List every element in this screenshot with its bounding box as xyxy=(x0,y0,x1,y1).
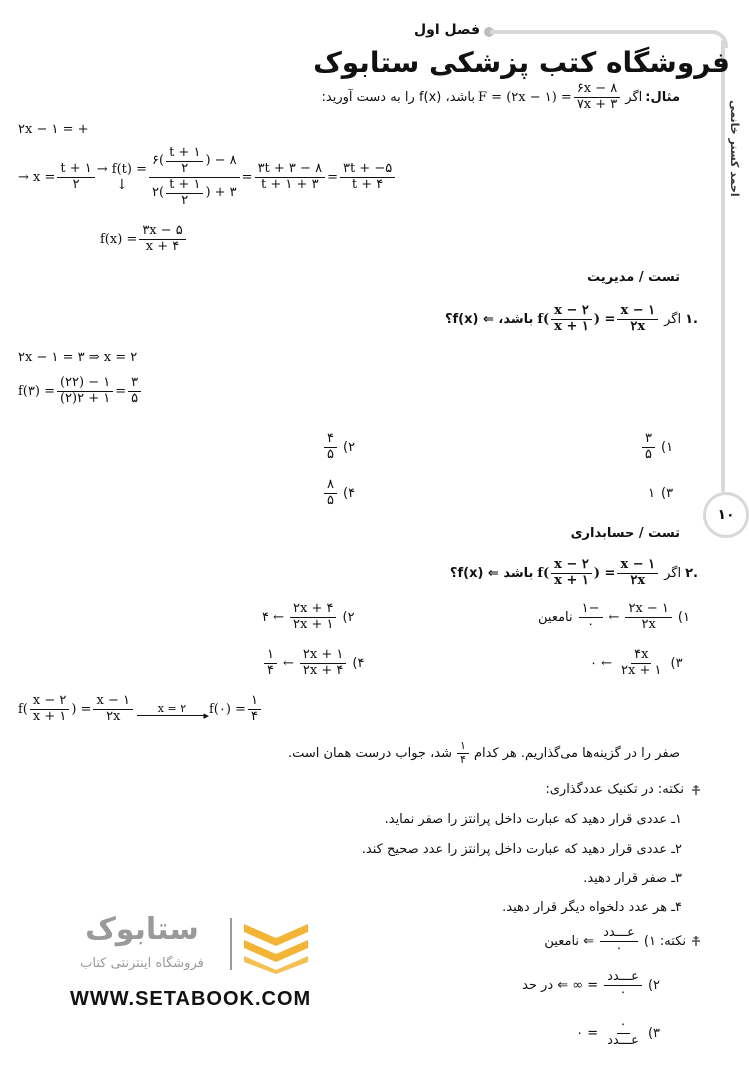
q2-opt3-arrow: ← ۰ xyxy=(590,655,613,671)
s2-down-arrow: ↓ xyxy=(116,176,128,193)
q2-opt2-n: ۲x + ۴ xyxy=(290,602,336,618)
q2-opt4-d: ۲x + ۴ xyxy=(302,662,344,678)
q2-if: اگر xyxy=(664,565,682,581)
explanation xyxy=(287,739,680,766)
example-num: ۶x − ۸ xyxy=(574,82,620,98)
note2-i2-label: ۲) xyxy=(647,977,660,993)
q1-w2-rd: ۵ xyxy=(131,390,139,406)
q1-opt3-label: ۳) xyxy=(660,486,674,501)
q2-work-in-d: x + ۱ xyxy=(32,708,67,724)
s2-eq2d: t + ۴ xyxy=(351,176,384,192)
q1-in-d: x + ۱ xyxy=(554,318,589,334)
explanation-pre: صفر را در گزینه‌ها می‌گذاریم. هر کدام xyxy=(473,745,680,761)
note1-item-2: ۲ـ عددی قرار دهید که عبارت داخل پرانتز را عدد صحیح کند. xyxy=(361,842,682,857)
q1-tail: باشد، ⇐ f(x)؟ xyxy=(444,311,534,327)
explanation-frac-d: ۴ xyxy=(460,752,466,766)
pin-icon xyxy=(690,784,702,796)
note2-item-2 xyxy=(500,970,660,1001)
q2-eq: ) = xyxy=(593,565,616,581)
q1-in-n: x − ۲ xyxy=(551,304,592,320)
q2-option-1[interactable] xyxy=(538,602,690,633)
note1-title: نکته: در تکنیک عددگذاری: xyxy=(545,782,684,797)
pin-icon xyxy=(690,935,702,947)
q1-f-open: f( xyxy=(537,311,550,327)
q1-opt4-n: ۸ xyxy=(324,478,337,494)
chapter-title: فصل اول xyxy=(414,22,480,38)
q1-eq: ) = xyxy=(593,311,616,327)
q1-opt2-label: ۲) xyxy=(342,439,356,455)
q2-opt3-d: ۲x + ۱ xyxy=(621,662,662,678)
result-lhs: f(x) = xyxy=(100,231,138,247)
result-d: x + ۴ xyxy=(145,238,180,254)
example-if: اگر xyxy=(625,89,643,105)
q1-if: اگر xyxy=(664,311,682,327)
q2-opt2-arrow: ← ۴ xyxy=(262,609,285,625)
explanation-frac-n: ۱ xyxy=(457,740,469,754)
q2-option-3[interactable] xyxy=(590,648,683,679)
note2-i3-d: عـــدد xyxy=(607,1032,639,1048)
q1-opt4-d: ۵ xyxy=(327,492,334,508)
s2-eq1d: t + ۱ + ۳ xyxy=(261,176,319,192)
q2-work-rn: x − ۱ xyxy=(93,694,132,710)
note2-i2-text: = ∞ ⇐ در حد xyxy=(522,977,599,993)
q2-opt1-text: نامعین xyxy=(538,609,573,625)
q2-rhs-n: x − ۱ xyxy=(617,558,658,574)
note2-i1-text: ⇐ نامعین xyxy=(544,933,595,949)
q1-option-4[interactable] xyxy=(322,478,355,509)
q1-number: .۱ xyxy=(685,311,698,327)
example-result xyxy=(100,224,188,255)
q1-w2-eq: = xyxy=(115,383,127,399)
q2-opt4-arrow: ← xyxy=(282,655,294,671)
note1-item-1: ۱ـ عددی قرار دهید که عبارت داخل پرانتز را صفر نماید. xyxy=(384,812,682,827)
chapter-rail xyxy=(721,40,725,492)
q1-option-1[interactable] xyxy=(640,432,673,463)
s2-xn: t + ۱ xyxy=(57,162,94,178)
s2-eq2n: ۳t + −۵ xyxy=(340,162,395,178)
q2-opt1-n: ۲x − ۱ xyxy=(625,602,671,618)
q2-work-arrow-label: x = ۲ xyxy=(157,702,187,716)
brand-mark: ستابوک xyxy=(85,912,199,947)
q2-opt4-label: ۴) xyxy=(352,655,365,671)
q2-work-res-d: ۴ xyxy=(250,708,258,724)
q2-opt2-label: ۲) xyxy=(342,609,355,625)
q2-option-2[interactable] xyxy=(262,602,355,633)
q2-opt1-label: ۱) xyxy=(677,609,690,625)
note2-i1-n: عـــدد xyxy=(600,926,638,942)
q1-option-3[interactable] xyxy=(648,486,673,501)
q1-opt1-n: ۳ xyxy=(642,432,655,448)
q2-opt3-n: ۴x xyxy=(631,648,651,664)
q1-opt1-label: ۱) xyxy=(660,439,674,455)
explanation-post: شد، جواب درست همان است. xyxy=(287,745,453,761)
setabook-url[interactable]: WWW.SETABOOK.COM xyxy=(70,988,312,1010)
q2-number: .۲ xyxy=(685,565,698,581)
q1-w2-n: (۲۲) − ۱ xyxy=(57,376,113,392)
q1-rhs-n: x − ۱ xyxy=(617,304,658,320)
note1-item-4: ۴ـ هر عدد دلخواه دیگر قرار دهید. xyxy=(502,900,682,915)
q2-work-res: f(۰) = xyxy=(208,701,246,717)
note2-i1-d: ۰ xyxy=(615,940,623,956)
s2-tn: t + ۱ xyxy=(166,146,203,162)
brand-subtitle: فروشگاه اینترنتی کتاب xyxy=(80,956,204,971)
q1-rhs-d: ۲x xyxy=(630,318,646,334)
result-n: ۳x − ۵ xyxy=(139,224,185,240)
q2-in-n: x − ۲ xyxy=(551,558,592,574)
section2-title: تست / حسابداری xyxy=(570,526,680,541)
q2-in-d: x + ۱ xyxy=(554,572,589,588)
q1-opt1-d: ۵ xyxy=(645,446,652,462)
page-number: ۱۰ xyxy=(703,492,749,538)
q1-w2-lhs: f(۳) = xyxy=(18,383,55,399)
q2-opt4-rn: ۱ xyxy=(264,648,277,664)
s2-top-pre: ۶( xyxy=(152,152,165,168)
q2-work-eq: ) = xyxy=(71,701,92,717)
example-intro xyxy=(321,81,680,113)
q1-work1: ۲x − ۱ = ۳ ⇒ x = ۲ xyxy=(18,350,138,365)
example-den: ۷x + ۳ xyxy=(576,96,618,112)
q2-opt4-rd: ۴ xyxy=(267,662,274,678)
note2-i3-label: ۳) xyxy=(647,1025,660,1041)
q2-opt1-rn: −۱ xyxy=(579,602,603,618)
note2-i3-n: ۰ xyxy=(617,1018,630,1034)
q2-opt4-n: ۲x + ۱ xyxy=(300,648,346,664)
q2-opt2-d: ۲x + ۱ xyxy=(293,616,334,632)
q1-w2-d: (۲)۲ + ۱ xyxy=(59,390,111,406)
q2-work-in-n: x − ۲ xyxy=(30,694,69,710)
q2-rhs-d: ۲x xyxy=(630,572,646,588)
q2-tail: باشد ⇐ f(x)؟ xyxy=(449,565,534,581)
s2-td: ۲ xyxy=(181,160,189,176)
q2-opt3-label: ۳) xyxy=(670,655,683,671)
store-banner: فروشگاه کتب پزشکی ستابوک xyxy=(313,46,730,79)
s2-b: → f(t) = xyxy=(96,161,147,177)
s2-tn2: t + ۱ xyxy=(166,178,203,194)
note2-title: نکته: xyxy=(659,933,686,949)
q2-opt1-rd: ۰ xyxy=(587,616,595,632)
q2-stem xyxy=(400,558,698,589)
s2-bot-pre: ۲( xyxy=(152,184,165,200)
q2-f-open: f( xyxy=(537,565,550,581)
s2-xd: ۲ xyxy=(72,176,80,192)
q1-option-2[interactable] xyxy=(322,432,355,463)
q1-opt3-val: ۱ xyxy=(648,486,655,501)
note1-title-row xyxy=(420,782,702,797)
note2-i1-label: ۱) xyxy=(643,933,656,949)
note2-i2-d: ۰ xyxy=(619,984,627,1000)
example-tail: باشد، f(x) را به دست آورید: xyxy=(321,89,476,105)
q2-work-res-n: ۱ xyxy=(248,694,261,710)
q2-opt1-d: ۲x xyxy=(641,616,656,632)
note2-item-3 xyxy=(540,1018,660,1049)
q1-opt2-n: ۴ xyxy=(324,432,337,448)
note2-i3-text: = ۰ xyxy=(576,1025,599,1041)
book-stack-icon xyxy=(238,914,314,974)
s2-eq1n: ۳t + ۳ − ۸ xyxy=(255,162,326,178)
q1-opt4-label: ۴) xyxy=(342,485,356,501)
s2-bot-post: ) + ۳ xyxy=(205,184,237,200)
q1-stem xyxy=(400,304,698,335)
section1-title: تست / مدیریت xyxy=(587,270,680,285)
example-step1: ۲x − ۱ = + xyxy=(18,122,89,137)
setabook-logo xyxy=(58,912,318,982)
q2-option-4[interactable] xyxy=(262,648,364,679)
note2-item-1 xyxy=(520,926,702,957)
example-label: مثال: xyxy=(645,89,680,105)
q2-opt1-arrow: ← xyxy=(608,609,620,625)
note1-item-3: ۳ـ صفر قرار دهید. xyxy=(583,871,682,886)
s2-a: → x = xyxy=(18,169,56,185)
example-lhs: F = (۲x − ۱) = xyxy=(478,89,572,105)
q2-work-rd: ۲x xyxy=(106,708,121,724)
example-step2: → x = t + ۱ ۲ → f(t) = ↓ ۶( t + ۱ ۲ ) − ۸ ۲( t + ۱ ۲ ) + ۳ = $\frac{۳t + ۳ - ۸}{t + ۱ + ۳}$ = $\frac{۳t + -۵}{t + ۴}$ xyxy=(18,146,397,209)
q2-work xyxy=(18,694,263,725)
q2-work-lhs: f( xyxy=(18,701,28,717)
example-equation xyxy=(478,82,622,113)
q1-w2-rn: ۳ xyxy=(128,376,141,392)
q1-opt2-d: ۵ xyxy=(327,446,334,462)
q2-work-arrow: x = ۲ ▸ xyxy=(137,702,207,716)
side-label: احمد کسنر خانمی xyxy=(728,100,741,197)
s2-td2: ۲ xyxy=(181,192,189,208)
note2-i2-n: عـــدد xyxy=(604,970,642,986)
s2-top-post: ) − ۸ xyxy=(205,152,237,168)
q1-work2 xyxy=(18,376,143,407)
